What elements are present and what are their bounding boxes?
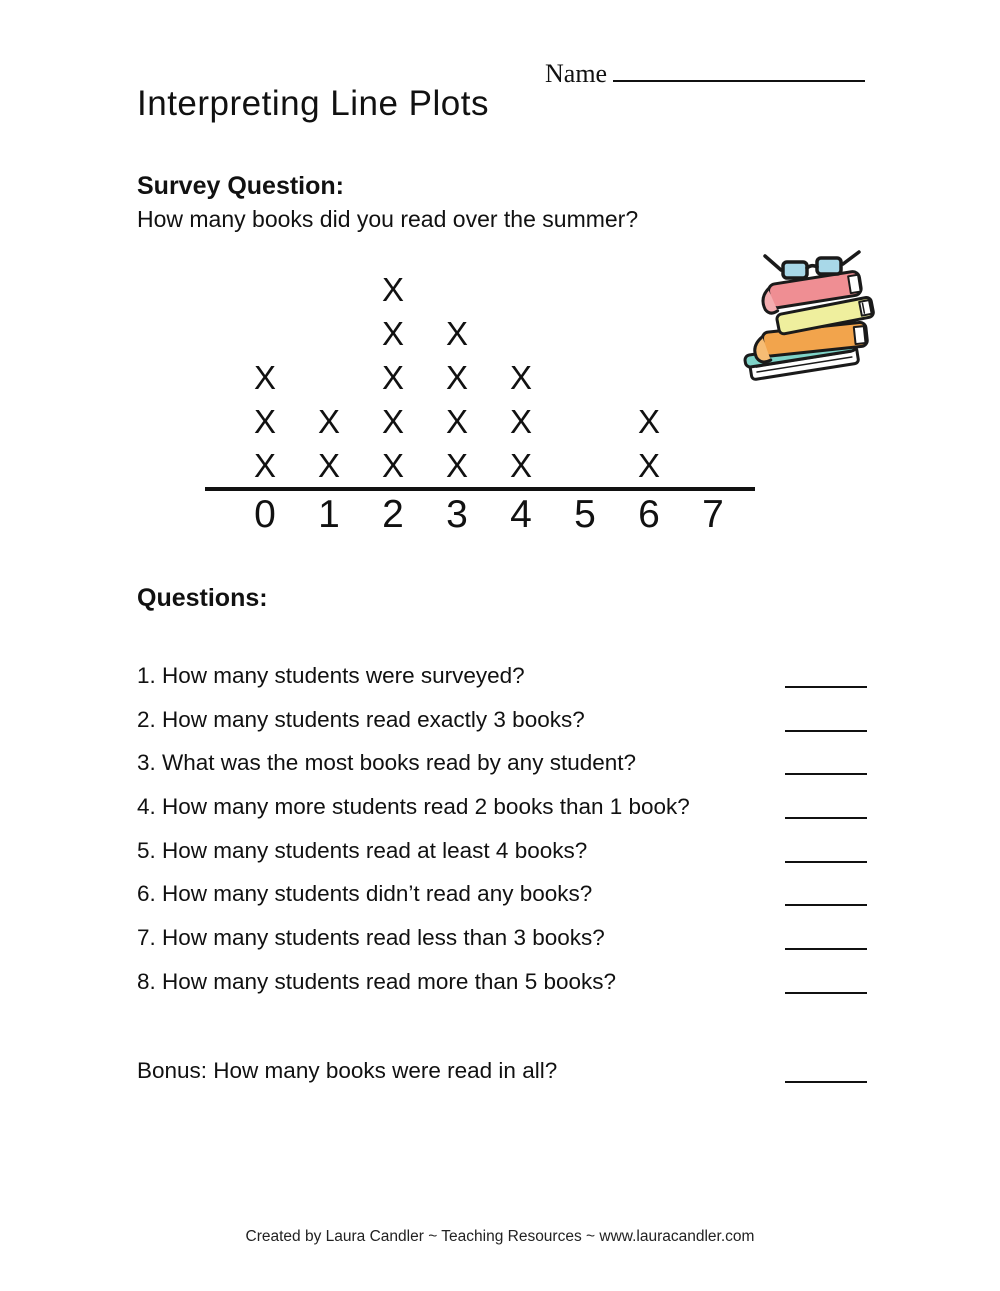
line-plot xyxy=(205,268,755,488)
name-blank-line xyxy=(613,56,865,82)
axis-tick-label: 3 xyxy=(446,493,468,536)
plot-column-6 xyxy=(617,400,681,488)
question-text: 3. What was the most books read by any student? xyxy=(137,750,637,776)
x-mark: X xyxy=(445,403,468,440)
question-row-4 xyxy=(137,785,867,829)
answer-blank xyxy=(785,795,867,819)
answer-blank xyxy=(785,1059,867,1083)
plot-column-0 xyxy=(233,356,297,488)
answer-blank xyxy=(785,708,867,732)
axis-tick-label: 0 xyxy=(254,493,276,536)
answer-blank xyxy=(785,839,867,863)
questions-heading: Questions: xyxy=(137,584,268,612)
x-mark: X xyxy=(381,359,404,396)
line-plot-axis xyxy=(205,487,755,491)
x-mark: X xyxy=(317,447,340,484)
x-mark: X xyxy=(253,403,276,440)
answer-blank xyxy=(785,970,867,994)
x-mark: X xyxy=(445,315,468,352)
bonus-question-row xyxy=(137,1050,867,1094)
answer-blank xyxy=(785,751,867,775)
survey-question-text: How many books did you read over the summer? xyxy=(137,206,639,232)
stack-of-books-icon xyxy=(733,246,883,386)
question-row-1 xyxy=(137,654,867,698)
question-text: 8. How many students read more than 5 books? xyxy=(137,968,617,994)
axis-tick-label: 5 xyxy=(574,493,596,536)
axis-tick-label: 1 xyxy=(318,493,340,536)
footer-credit: Created by Laura Candler ~ Teaching Resources ~ www.lauracandler.com xyxy=(245,1228,755,1245)
question-row-3 xyxy=(137,741,867,785)
bonus-question-text: Bonus: How many books were read in all? xyxy=(137,1058,558,1084)
plot-column-3 xyxy=(425,312,489,488)
survey-question-heading: Survey Question: xyxy=(137,172,344,200)
axis-tick-label: 4 xyxy=(510,493,532,536)
x-mark: X xyxy=(637,447,660,484)
answer-blank xyxy=(785,926,867,950)
question-row-8 xyxy=(137,960,867,1004)
question-text: 1. How many students were surveyed? xyxy=(137,662,525,688)
x-mark: X xyxy=(253,359,276,396)
x-mark: X xyxy=(317,403,340,440)
x-mark: X xyxy=(509,403,532,440)
name-block xyxy=(545,56,865,89)
question-text: 5. How many students read at least 4 books? xyxy=(137,837,588,863)
x-mark: X xyxy=(381,315,404,352)
axis-tick-label: 7 xyxy=(702,493,724,536)
question-row-5 xyxy=(137,829,867,873)
question-list xyxy=(137,654,867,1093)
plot-column-4 xyxy=(489,356,553,488)
question-row-2 xyxy=(137,698,867,742)
plot-column-1 xyxy=(297,400,361,488)
x-mark: X xyxy=(445,447,468,484)
x-mark: X xyxy=(253,447,276,484)
question-row-7 xyxy=(137,916,867,960)
axis-tick-label: 2 xyxy=(382,493,404,536)
question-text: 7. How many students read less than 3 books? xyxy=(137,924,605,950)
answer-blank xyxy=(785,664,867,688)
question-text: 4. How many more students read 2 books than 1 book? xyxy=(137,793,690,819)
x-mark: X xyxy=(381,447,404,484)
question-text: 2. How many students read exactly 3 books? xyxy=(137,706,585,732)
x-mark: X xyxy=(381,271,404,308)
x-mark: X xyxy=(381,403,404,440)
x-mark: X xyxy=(445,359,468,396)
answer-blank xyxy=(785,882,867,906)
name-label: Name xyxy=(545,59,608,88)
x-mark: X xyxy=(509,359,532,396)
x-mark: X xyxy=(509,447,532,484)
question-text: 6. How many students didn’t read any books? xyxy=(137,881,593,907)
question-row-6 xyxy=(137,872,867,916)
x-mark: X xyxy=(637,403,660,440)
axis-tick-label: 6 xyxy=(638,493,660,536)
page-title: Interpreting Line Plots xyxy=(137,84,489,123)
plot-column-2 xyxy=(361,268,425,488)
line-plot-axis-labels xyxy=(205,493,755,537)
